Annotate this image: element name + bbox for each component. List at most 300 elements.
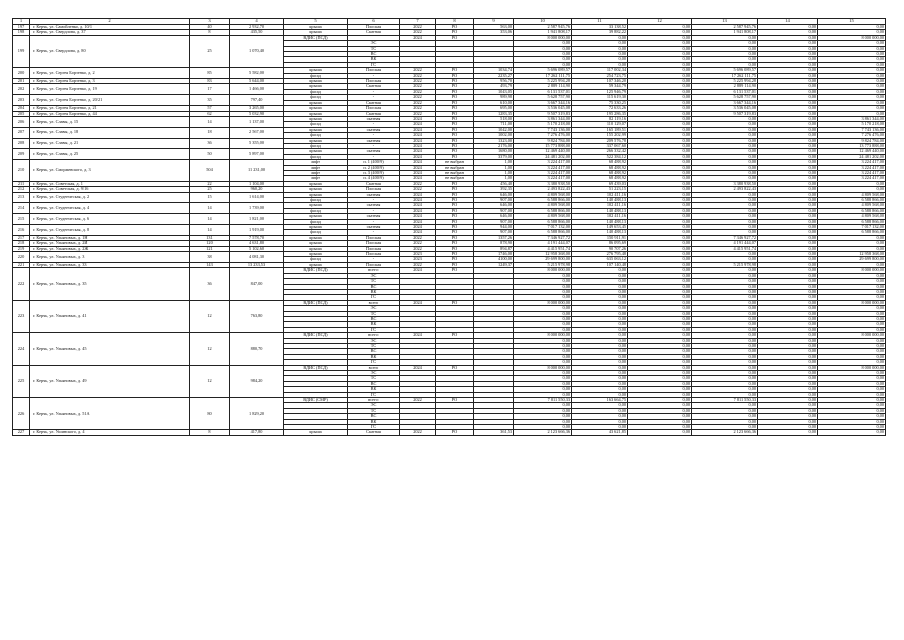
work-subtype-cell: - (348, 133, 400, 138)
cost-cell: 0,00 (514, 316, 572, 321)
col-14-cell: 0,00 (758, 62, 818, 67)
col-13-cell: 0,00 (692, 425, 758, 430)
cost-cell: 0,00 (514, 289, 572, 294)
col-13-cell: 2 889 114,90 (692, 84, 758, 89)
col-15-cell: 0,00 (818, 398, 886, 403)
col-14-cell: 0,00 (758, 327, 818, 332)
apartments-count: 18 (190, 127, 230, 138)
col-15-cell: 0,00 (818, 327, 886, 332)
unit-cost-cell: 140 488,13 (572, 219, 628, 224)
col-13-cell: 9 507 319,83 (692, 111, 758, 116)
work-type-cell: ВДИС (ПСД) (284, 333, 348, 338)
col-12-cell: 0,00 (628, 333, 692, 338)
col-12-cell: 0,00 (628, 122, 692, 127)
work-type-cell: фасад (284, 198, 348, 203)
volume-cell: 1043,05 (474, 89, 514, 94)
year-cell: 2022 (400, 95, 436, 100)
unit-cost-cell: 0,00 (572, 392, 628, 397)
col-15-cell: 0,00 (818, 322, 886, 327)
col-15-cell: 0,00 (818, 273, 886, 278)
col-12-cell: 0,00 (628, 279, 692, 284)
work-subtype-cell: всего: (348, 268, 400, 273)
volume-cell: 361,53 (474, 430, 514, 435)
year-cell: 2022 (400, 25, 436, 30)
col-14-cell: 0,00 (758, 268, 818, 273)
col-14-cell: 0,00 (758, 279, 818, 284)
col-14-cell: 0,00 (758, 414, 818, 419)
cost-cell: 3 536 045,08 (514, 106, 572, 111)
col-15-cell: 0,00 (818, 111, 886, 116)
col-15-cell: 12 469 440,00 (818, 149, 886, 154)
col-15-cell: 0,00 (818, 381, 886, 386)
col-12-cell: 0,00 (628, 219, 692, 224)
year-cell: 2022 (400, 84, 436, 89)
method-cell: не выбран (436, 165, 474, 170)
col-12-cell: 0,00 (628, 365, 692, 370)
address-cell: г. Керчь, ул. Ульяновых, д. 41 (30, 300, 190, 332)
year-cell: 2023 (400, 252, 436, 257)
col-12-cell: 0,00 (628, 192, 692, 197)
work-type-cell: фасад (284, 133, 348, 138)
year-cell: 2024 (400, 160, 436, 165)
year-cell: 2022 (400, 106, 436, 111)
col-13-cell: 0,00 (692, 279, 758, 284)
volume-cell: 894,87 (474, 246, 514, 251)
year-cell: 2022 (400, 187, 436, 192)
unit-cost-cell: 0,00 (572, 295, 628, 300)
unit-cost-cell: 69 439,03 (572, 181, 628, 186)
row-number: 222 (13, 268, 30, 300)
col-14-cell: 0,00 (758, 143, 818, 148)
method-cell: РО (436, 127, 474, 132)
cost-cell: 8 000 000,00 (514, 300, 572, 305)
method-cell: РО (436, 333, 474, 338)
col-12-cell: 0,00 (628, 316, 692, 321)
volume-cell: 1,00 (474, 165, 514, 170)
col-13-cell: 3 667 344,16 (692, 100, 758, 105)
col-13-cell: 0,00 (692, 316, 758, 321)
col-12-cell: 0,00 (628, 360, 692, 365)
building-area: 1 829,20 (230, 398, 284, 430)
col-14-cell: 0,00 (758, 133, 818, 138)
col-number-9: 9 (474, 19, 514, 25)
method-cell: РО (436, 262, 474, 267)
cost-cell: 7 276 476,00 (514, 133, 572, 138)
address-cell: г. Керчь, ул. Сергея Борзенко, д. 3 (30, 79, 190, 84)
row-number: 203 (13, 95, 30, 106)
building-area: 1 070,40 (230, 35, 284, 67)
col-13-cell: 2 587 945,76 (692, 25, 758, 30)
apartments-count: 36 (190, 138, 230, 149)
unit-cost-cell: 0,00 (572, 52, 628, 57)
work-type-cell: фасад (284, 89, 348, 94)
method-cell: РО (436, 203, 474, 208)
cost-cell: 4 809 568,00 (514, 203, 572, 208)
col-14-cell: 0,00 (758, 214, 818, 219)
work-subtype-cell: - (348, 122, 400, 127)
row-number: 200 (13, 68, 30, 79)
cost-cell: 12 958 368,00 (514, 252, 572, 257)
col-12-cell: 0,00 (628, 268, 692, 273)
work-type-cell: ВДИС (ПСД) (284, 365, 348, 370)
col-15-cell: 8 000 000,00 (818, 333, 886, 338)
method-cell: РО (436, 257, 474, 262)
unit-cost-cell: 0,00 (572, 279, 628, 284)
cost-cell: 4 809 568,00 (514, 214, 572, 219)
col-15-cell: 9 824 784,00 (818, 138, 886, 143)
work-type-cell: крыша (284, 241, 348, 246)
cost-cell: 6 588 866,00 (514, 219, 572, 224)
address-cell: г. Керчь, ул. Ульяновых, д. 3 (30, 252, 190, 263)
col-14-cell: 0,00 (758, 419, 818, 424)
building-area: 417,80 (230, 430, 284, 435)
row-number: 212 (13, 187, 30, 192)
col-15-cell: 4 809 568,00 (818, 192, 886, 197)
col-12-cell: 0,00 (628, 300, 692, 305)
cost-cell: 0,00 (514, 279, 572, 284)
cost-cell: 4 809 568,00 (514, 192, 572, 197)
col-12-cell: 0,00 (628, 181, 692, 186)
row-number: 226 (13, 398, 30, 430)
unit-cost-cell: 337 067,60 (572, 143, 628, 148)
cost-cell: 0,00 (514, 354, 572, 359)
method-cell: РО (436, 154, 474, 159)
unit-cost-cell: 75 330,25 (572, 100, 628, 105)
col-number-10: 10 (514, 19, 572, 25)
col-15-cell: 0,00 (818, 79, 886, 84)
volume-cell: 1,00 (474, 160, 514, 165)
col-15-cell: 0,00 (818, 95, 886, 100)
unit-cost-cell: 0,00 (572, 284, 628, 289)
work-subtype-cell: Скатная (348, 430, 400, 435)
col-13-cell: 7 346 927,72 (692, 235, 758, 240)
unit-cost-cell: 107 140,48 (572, 262, 628, 267)
apartments-count: 12 (190, 333, 230, 365)
method-cell: РО (436, 246, 474, 251)
col-12-cell: 0,00 (628, 149, 692, 154)
work-subtype-cell: скатная (348, 127, 400, 132)
work-type-cell: крыша (284, 106, 348, 111)
unit-cost-cell: 195 286,35 (572, 111, 628, 116)
work-type-cell: ВДИС (ПСД) (284, 268, 348, 273)
col-15-cell: 0,00 (818, 430, 886, 435)
work-subtype-cell: ВС (348, 316, 400, 321)
volume-cell: 646,00 (474, 192, 514, 197)
cost-cell: 3 224 417,00 (514, 170, 572, 175)
work-type-cell: фасад (284, 122, 348, 127)
building-area: 11 231,00 (230, 160, 284, 182)
work-subtype-cell: ГС (348, 62, 400, 67)
col-12-cell: 0,00 (628, 371, 692, 376)
work-subtype-cell: скатная (348, 138, 400, 143)
col-12-cell: 0,00 (628, 376, 692, 381)
col-12-cell: 0,00 (628, 387, 692, 392)
col-13-cell: 0,00 (692, 333, 758, 338)
col-12-cell: 0,00 (628, 89, 692, 94)
work-subtype-cell: всего: (348, 398, 400, 403)
work-subtype-cell: скатная (348, 149, 400, 154)
col-14-cell: 0,00 (758, 403, 818, 408)
address-cell: г. Керчь, ул. Свердлова, д. 80 (30, 35, 190, 67)
col-13-cell: 0,00 (692, 133, 758, 138)
building-area: 7 578,70 (230, 235, 284, 240)
col-15-cell: 0,00 (818, 30, 886, 35)
col-14-cell: 0,00 (758, 235, 818, 240)
cost-cell: 8 000 000,00 (514, 333, 572, 338)
col-number-8: 8 (436, 19, 474, 25)
col-15-cell: 7 276 476,00 (818, 133, 886, 138)
apartments-count: 12 (190, 365, 230, 397)
col-13-cell: 0,00 (692, 214, 758, 219)
col-12-cell: 0,00 (628, 273, 692, 278)
work-type-cell: крыша (284, 246, 348, 251)
work-subtype-cell: - (348, 219, 400, 224)
year-cell: 2024 (400, 192, 436, 197)
col-12-cell: 0,00 (628, 138, 692, 143)
unit-cost-cell: 155 202,99 (572, 133, 628, 138)
cost-cell: 0,00 (514, 52, 572, 57)
address-cell: г. Керчь, ул. Сергея Борзенко, д. 19 (30, 84, 190, 95)
work-type-cell: ВДИС (ПСД) (284, 300, 348, 305)
method-cell: РО (436, 73, 474, 78)
col-13-cell: 0,00 (692, 419, 758, 424)
cost-cell: 7 017 132,00 (514, 225, 572, 230)
work-subtype-cell: Скатная (348, 84, 400, 89)
col-15-cell: 3 224 417,00 (818, 160, 886, 165)
cost-cell: 5 696 089,57 (514, 68, 572, 73)
col-15-cell: 0,00 (818, 306, 886, 311)
address-cell: г. Керчь, ул. Студенческая, д. 2 (30, 192, 190, 203)
col-14-cell: 0,00 (758, 41, 818, 46)
col-15-cell: 6 588 866,00 (818, 219, 886, 224)
work-subtype-cell: - (348, 198, 400, 203)
work-subtype-cell: ВС (348, 52, 400, 57)
work-subtype-cell: Плоская (348, 187, 400, 192)
col-12-cell: 0,00 (628, 111, 692, 116)
work-type-cell: фасад (284, 219, 348, 224)
work-subtype-cell: ТС (348, 46, 400, 51)
col-15-cell: 0,00 (818, 181, 886, 186)
address-cell: г. Керчь, ул. Студенческая, д. 8 (30, 225, 190, 236)
col-12-cell: 0,00 (628, 311, 692, 316)
col-14-cell: 0,00 (758, 154, 818, 159)
col-13-cell: 0,00 (692, 52, 758, 57)
building-area: 1 104,00 (230, 181, 284, 186)
work-subtype-cell: ВС (348, 349, 400, 354)
volume-cell: 563,00 (474, 25, 514, 30)
building-area: 4 631,80 (230, 241, 284, 246)
work-type-cell: крыша (284, 100, 348, 105)
method-cell: РО (436, 30, 474, 35)
col-13-cell: 0,00 (692, 208, 758, 213)
apartments-count: 131 (190, 235, 230, 240)
col-13-cell: 0,00 (692, 403, 758, 408)
method-cell: РО (436, 111, 474, 116)
col-number-4: 4 (230, 19, 284, 25)
unit-cost-cell: 276 795,48 (572, 252, 628, 257)
col-13-cell: 0,00 (692, 295, 758, 300)
building-area: 880,70 (230, 333, 284, 365)
work-type-cell: лифт (284, 170, 348, 175)
unit-cost-cell: 140 488,13 (572, 208, 628, 213)
col-14-cell: 0,00 (758, 79, 818, 84)
col-14-cell: 0,00 (758, 425, 818, 430)
unit-cost-cell: 68 488,92 (572, 170, 628, 175)
col-13-cell: 17 262 111,75 (692, 73, 758, 78)
col-13-cell: 0,00 (692, 257, 758, 262)
year-cell: 2022 (400, 246, 436, 251)
unit-cost-cell: 165 189,51 (572, 127, 628, 132)
col-15-cell: 0,00 (818, 279, 886, 284)
col-14-cell: 0,00 (758, 295, 818, 300)
col-15-cell: 0,00 (818, 84, 886, 89)
col-13-cell: 0,00 (692, 225, 758, 230)
unit-cost-cell: 82 119,16 (572, 116, 628, 121)
col-14-cell: 0,00 (758, 100, 818, 105)
unit-cost-cell: 0,00 (572, 306, 628, 311)
col-12-cell: 0,00 (628, 414, 692, 419)
unit-cost-cell: 0,00 (572, 327, 628, 332)
col-13-cell: 0,00 (692, 62, 758, 67)
unit-cost-cell: 140 488,13 (572, 230, 628, 235)
cost-cell: 0,00 (514, 46, 572, 51)
col-13-cell: 5 225 994,28 (692, 79, 758, 84)
unit-cost-cell: 0,00 (572, 419, 628, 424)
work-subtype-cell: п. 2 (400/9) (348, 165, 400, 170)
year-cell: 2024 (400, 268, 436, 273)
work-type-cell: крыша (284, 30, 348, 35)
col-13-cell: 0,00 (692, 176, 758, 181)
apartments-count: 504 (190, 160, 230, 182)
col-14-cell: 0,00 (758, 127, 818, 132)
col-13-cell: 0,00 (692, 192, 758, 197)
apartments-count: 15 (190, 192, 230, 203)
cost-cell: 0,00 (514, 57, 572, 62)
building-area: 5 102,60 (230, 246, 284, 251)
unit-cost-cell: 0,00 (572, 381, 628, 386)
col-13-cell: 0,00 (692, 338, 758, 343)
address-cell: г. Керчь, ул. Ушинского, д. 4 (30, 430, 190, 435)
row-number: 207 (13, 127, 30, 138)
year-cell: 2024 (400, 127, 436, 132)
col-15-cell: 0,00 (818, 408, 886, 413)
col-number-1: 1 (13, 19, 30, 25)
col-15-cell: 0,00 (818, 343, 886, 348)
col-14-cell: 0,00 (758, 311, 818, 316)
col-13-cell: 0,00 (692, 35, 758, 40)
col-14-cell: 0,00 (758, 187, 818, 192)
cost-cell: 6 131 537,01 (514, 89, 572, 94)
row-number: 211 (13, 181, 30, 186)
work-subtype-cell: ГС (348, 425, 400, 430)
volume-cell: 695,00 (474, 106, 514, 111)
cost-cell: 8 000 000,00 (514, 268, 572, 273)
volume-cell: 3379,00 (474, 154, 514, 159)
col-15-cell: 6 588 866,00 (818, 198, 886, 203)
cost-cell: 0,00 (514, 387, 572, 392)
col-15-cell: 5 170 218,00 (818, 122, 886, 127)
col-12-cell: 0,00 (628, 419, 692, 424)
col-number-14: 14 (758, 19, 818, 25)
col-12-cell: 0,00 (628, 143, 692, 148)
cost-cell: 7 811 550,33 (514, 398, 572, 403)
building-area: 1 821,00 (230, 214, 284, 225)
year-cell: 2024 (400, 225, 436, 230)
col-number-2: 2 (30, 19, 190, 25)
col-15-cell: 6 588 866,00 (818, 230, 886, 235)
work-subtype-cell: Плоская (348, 252, 400, 257)
col-14-cell: 0,00 (758, 262, 818, 267)
col-14-cell: 0,00 (758, 57, 818, 62)
col-12-cell: 0,00 (628, 52, 692, 57)
cost-cell: 1 941 808,17 (514, 30, 572, 35)
work-type-cell: крыша (284, 84, 348, 89)
row-number: 202 (13, 84, 30, 95)
col-14-cell: 0,00 (758, 316, 818, 321)
col-14-cell: 0,00 (758, 376, 818, 381)
year-cell: 2024 (400, 176, 436, 181)
address-cell: г. Керчь, ул. Сергея Борзенко, д. 20/21 (30, 95, 190, 106)
col-14-cell: 0,00 (758, 398, 818, 403)
method-cell: РО (436, 133, 474, 138)
work-subtype-cell: ВК (348, 387, 400, 392)
work-subtype-cell: скатная (348, 225, 400, 230)
volume-cell: 1680,00 (474, 149, 514, 154)
col-14-cell: 0,00 (758, 46, 818, 51)
work-subtype-cell: ГС (348, 392, 400, 397)
unit-cost-cell: 39 882,22 (572, 30, 628, 35)
col-12-cell: 0,00 (628, 295, 692, 300)
work-subtype-cell: скатная (348, 192, 400, 197)
method-cell: РО (436, 235, 474, 240)
building-area: 1 466,00 (230, 84, 284, 95)
cost-cell: 0,00 (514, 371, 572, 376)
address-cell: г. Керчь, ул. Сергея Борзенко, д. 21 (30, 106, 190, 111)
col-15-cell: 0,00 (818, 62, 886, 67)
col-14-cell: 0,00 (758, 289, 818, 294)
work-subtype-cell: скатная (348, 214, 400, 219)
work-type-cell: крыша (284, 187, 348, 192)
col-13-cell: 0,00 (692, 198, 758, 203)
address-cell: г. Керчь, ул. Ульяновых, д. 33 (30, 262, 190, 267)
cost-cell: 2 123 666,36 (514, 430, 572, 435)
col-12-cell: 0,00 (628, 392, 692, 397)
work-type-cell: крыша (284, 116, 348, 121)
year-cell: 2024 (400, 333, 436, 338)
volume-cell: 989,98 (474, 95, 514, 100)
col-13-cell: 0,00 (692, 165, 758, 170)
col-15-cell: 4 809 568,00 (818, 214, 886, 219)
building-area: 797,40 (230, 95, 284, 106)
col-15-cell: 29 699 800,00 (818, 257, 886, 262)
year-cell: 2024 (400, 219, 436, 224)
volume-cell: 353,06 (474, 30, 514, 35)
year-cell: 2024 (400, 208, 436, 213)
col-14-cell: 0,00 (758, 392, 818, 397)
work-type-cell: крыша (284, 149, 348, 154)
cost-cell: 5 628 757,90 (514, 95, 572, 100)
year-cell: 2024 (400, 116, 436, 121)
apartments-count: 14 (190, 116, 230, 127)
unit-cost-cell: 0,00 (572, 360, 628, 365)
apartments-count: 62 (190, 111, 230, 116)
work-subtype-cell: п. 3 (400/9) (348, 170, 400, 175)
col-15-cell: 0,00 (818, 100, 886, 105)
row-number: 221 (13, 262, 30, 267)
address-cell: г. Керчь, ул. Самойленко, д. 10/1 (30, 25, 190, 30)
row-number: 205 (13, 111, 30, 116)
address-cell: г. Керчь, ул. Советская, д. 1 (30, 181, 190, 186)
